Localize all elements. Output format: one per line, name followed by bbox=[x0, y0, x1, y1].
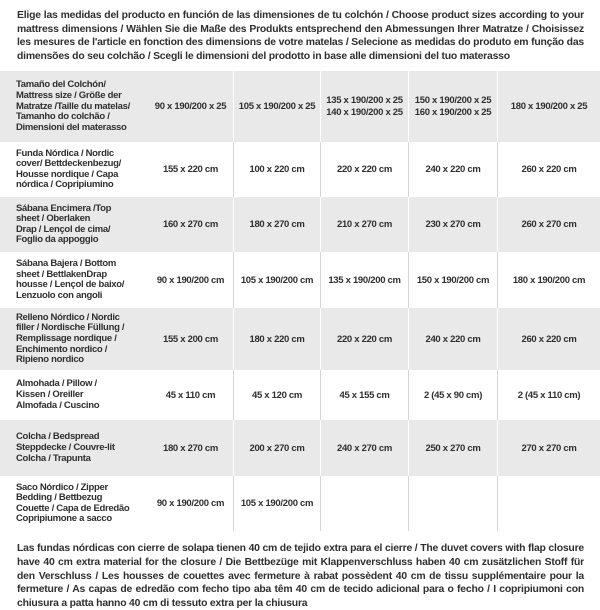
table-row bbox=[0, 476, 600, 531]
footnote-text: Las fundas nórdicas con cierre de solapa tienen 40 cm de tejido extra para el cierre / The duvet covers with flap closure have 40 cm extra material for the closure / Die Bettbezüge mit Klappenverschluss haben 40 cm zusätzlichen Stoff für den Verschluss / Les housses de couettes avec fermeture à rabat possèdent 40 cm de tissu supplémentaire pour la fermeture / As capas de edredão com fecho tipo aba têm 40 cm de tecido adicional para o fecho / I copripiumoni con chiusura a patta hanno 40 cm di tessuto extra per la chiusura bbox=[17, 543, 584, 609]
size-value: 150 x 190/200 x 25 160 x 190/200 x 25 bbox=[408, 71, 497, 142]
table-row bbox=[0, 142, 600, 197]
size-value: 90 x 190/200 x 25 bbox=[154, 101, 227, 113]
size-value: 180 x 270 cm bbox=[162, 442, 219, 454]
size-value: 240 x 220 cm bbox=[408, 308, 497, 370]
size-value: 240 x 270 cm bbox=[320, 420, 408, 476]
table-row bbox=[0, 252, 600, 308]
table-row bbox=[0, 420, 600, 476]
size-value: 180 x 270 cm bbox=[233, 197, 320, 252]
size-value: 135 x 190/200 x 25 140 x 190/200 x 25 bbox=[320, 71, 408, 142]
size-value bbox=[408, 476, 497, 531]
size-value: 180 x 190/200 x 25 bbox=[497, 71, 600, 142]
size-value: 2 (45 x 90 cm) bbox=[408, 370, 497, 420]
product-label: Funda Nórdica / Nordic cover/ Bettdeckenbezug/ Housse nordique / Capa nórdica / Copripiumino bbox=[16, 147, 122, 191]
size-value: 200 x 270 cm bbox=[233, 420, 320, 476]
size-value: 90 x 190/200 cm bbox=[156, 498, 225, 510]
size-value: 100 x 220 cm bbox=[233, 142, 320, 197]
table-row bbox=[0, 197, 600, 252]
product-label: Almohada / Pillow / Kissen / Oreiller Almofada / Cuscino bbox=[16, 378, 100, 411]
table-row bbox=[0, 308, 600, 370]
size-value: 220 x 220 cm bbox=[320, 308, 408, 370]
size-value: 210 x 270 cm bbox=[320, 197, 408, 252]
size-value: 160 x 270 cm bbox=[162, 219, 219, 231]
size-value: 270 x 270 cm bbox=[497, 420, 600, 476]
product-label: Sábana Encimera /Top sheet / Oberlaken Drap / Lençol de cima/ Foglio da appoggio bbox=[16, 202, 112, 246]
size-value: 105 x 190/200 cm bbox=[233, 476, 320, 531]
size-value: 260 x 220 cm bbox=[497, 142, 600, 197]
size-value: 135 x 190/200 cm bbox=[320, 252, 408, 308]
table-row bbox=[0, 71, 600, 142]
size-value: 155 x 220 cm bbox=[162, 164, 219, 176]
size-value: 260 x 270 cm bbox=[497, 197, 600, 252]
size-value: 105 x 190/200 x 25 bbox=[233, 71, 320, 142]
size-value bbox=[320, 476, 408, 531]
size-value bbox=[497, 476, 600, 531]
size-value: 220 x 220 cm bbox=[320, 142, 408, 197]
size-value: 150 x 190/200 cm bbox=[408, 252, 497, 308]
size-value: 45 x 155 cm bbox=[320, 370, 408, 420]
size-value: 180 x 220 cm bbox=[233, 308, 320, 370]
product-label: Saco Nórdico / Zipper Bedding / Bettbezug Couette / Capa de Edredão Copripiumone a sacco bbox=[16, 481, 130, 525]
size-value: 45 x 110 cm bbox=[165, 389, 216, 401]
product-label: Sábana Bajera / Bottom sheet / BettlakenDrap housse / Lençol de baixo/ Lenzuolo con angoli bbox=[16, 258, 125, 301]
product-label: Tamaño del Colchón/ Mattress size / Größe der Matratze /Taille du matelas/ Tamanho do colchão / Dimensioni del materasso bbox=[16, 79, 130, 133]
size-table bbox=[0, 71, 600, 531]
intro-text: Elige las medidas del producto en función de las dimensiones de tu colchón / Choose product sizes according to your mattress dimensions / Wählen Sie die Maße des Produkts entsprechend den Abmessungen Ihrer Matratze / Choisissez les mesures de l'article en fonction des dimensions de votre matelas / Selecione as medidas do produto em função das dimensões do seu colchão / Scegli le dimensioni del prodotto in base alle dimensioni del tuo materasso bbox=[17, 10, 584, 62]
size-value: 230 x 270 cm bbox=[408, 197, 497, 252]
size-value: 2 (45 x 110 cm) bbox=[497, 370, 600, 420]
size-value: 260 x 220 cm bbox=[497, 308, 600, 370]
size-value: 180 x 190/200 cm bbox=[497, 252, 600, 308]
product-label: Relleno Nórdico / Nordic filler / Nordische Füllung / Remplissage nordique / Enchimento nordico / Ripieno nordico bbox=[16, 311, 125, 366]
size-value: 240 x 220 cm bbox=[408, 142, 497, 197]
table-row bbox=[0, 370, 600, 420]
size-value: 105 x 190/200 cm bbox=[233, 252, 320, 308]
size-value: 45 x 120 cm bbox=[233, 370, 320, 420]
product-label: Colcha / Bedspread Steppdecke / Couvre-lit Colcha / Trapunta bbox=[16, 431, 115, 464]
size-value: 90 x 190/200 cm bbox=[156, 274, 225, 286]
size-value: 250 x 270 cm bbox=[408, 420, 497, 476]
size-value: 155 x 200 cm bbox=[162, 333, 219, 345]
